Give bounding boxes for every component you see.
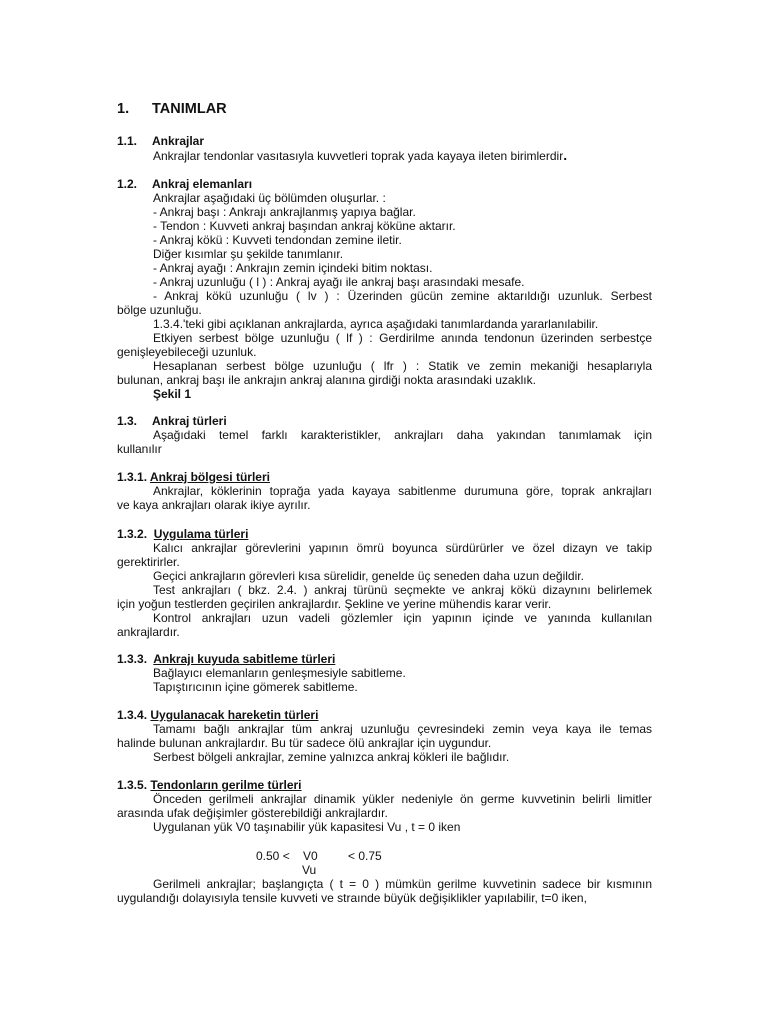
section-number: 1.2. — [117, 177, 138, 191]
section-1-3-2 — [117, 527, 652, 639]
paragraph-line: Diğer kısımlar şu şekilde tanımlanır. — [153, 247, 344, 261]
paragraph-line: bölge uzunluğu. — [117, 303, 202, 317]
section-title: Ankraj elemanları — [152, 177, 253, 191]
paragraph-line: Tamamı bağlı ankrajlar tüm ankraj uzunluğu çevresindeki zemin veya kaya ile temas — [153, 722, 652, 736]
paragraph-line: Kontrol ankrajları uzun vadeli gözlemler için yapının içinde ve yanında kullanılan — [153, 611, 652, 625]
paragraph-line: gerektirirler. — [117, 555, 180, 569]
section-title: Ankraj türleri — [152, 414, 227, 428]
paragraph-line: ankrajlardır. — [117, 625, 180, 639]
paragraph-line: Uygulanan yük V0 taşınabilir yük kapasitesi Vu , t = 0 iken — [153, 820, 461, 834]
paragraph-line: uygulandığı dolayısıyla tensile kuvveti ve straınde büyük değişiklikler yapılabilir, t=0 iken, — [117, 891, 587, 905]
section-title: Uygulanacak hareketin türleri — [150, 708, 319, 722]
section-1-3 — [117, 414, 652, 456]
formula-numerator: V0 — [303, 849, 318, 863]
section-heading — [117, 778, 652, 792]
section-title: Tendonların gerilme türleri — [150, 778, 302, 792]
figure-caption: Şekil 1 — [153, 387, 192, 401]
section-number: 1.3.1. — [117, 470, 148, 484]
section-title: Ankrajlar — [152, 134, 205, 148]
paragraph-line: Geçici ankrajların görevleri kısa sürelidir, genelde üç seneden daha uzun değildir. — [153, 569, 584, 583]
paragraph-line: Aşağıdaki temel farklı karakteristikler, ankrajları daha yakından tanımlamak için — [153, 428, 652, 442]
paragraph-line: için yoğun testlerden geçirilen ankrajlardır. Şekline ve yerine mühendis karar verir. — [117, 597, 552, 611]
paragraph-line: halinde bulunan ankrajlardır. Bu tür sadece ölü ankrajlar için uygundur. — [117, 736, 492, 750]
formula — [256, 849, 456, 877]
list-item: - Ankraj kökü : Kuvveti tendondan zemine iletir. — [153, 233, 402, 247]
title-number: 1. — [117, 101, 130, 117]
section-title: Ankrajı kuyuda sabitleme türleri — [153, 652, 336, 666]
section-heading — [117, 177, 652, 191]
formula-rhs: < 0.75 — [348, 849, 382, 863]
section-1-3-4 — [117, 708, 652, 764]
paragraph — [117, 148, 652, 163]
section-number: 1.3.5. — [117, 778, 148, 792]
paragraph-line: ve kaya ankrajları olarak ikiye ayrılır. — [117, 498, 311, 512]
paragraph-line: kullanılır — [117, 442, 162, 456]
paragraph-line: Hesaplanan serbest bölge uzunluğu ( lfr ) : Statik ve zemin mekaniği hesaplarıyla — [153, 359, 652, 373]
section-heading — [117, 134, 652, 148]
formula-denominator: Vu — [302, 863, 317, 877]
section-1-3-5-continued — [117, 877, 652, 905]
section-1-3-3 — [117, 652, 652, 694]
section-title: Uygulama türleri — [153, 527, 249, 541]
list-item: - Ankraj kökü uzunluğu ( lv ) : Üzerinden gücün zemine aktarıldığı uzunluk. Serbest — [153, 289, 652, 303]
paragraph-line: Önceden gerilmeli ankrajlar dinamik yükler nedeniyle ön germe kuvvetinin belirli limitler — [153, 792, 652, 806]
section-heading — [117, 470, 652, 484]
section-title: Ankraj bölgesi türleri — [149, 470, 270, 484]
paragraph-line: arasında ufak değişimler gösterebildiği ankrajlardır. — [117, 806, 388, 820]
list-item: - Ankraj uzunluğu ( l ) : Ankraj ayağı ile ankraj başı arasındaki mesafe. — [153, 275, 525, 289]
paragraph-line: 1.3.4.'teki gibi açıklanan ankrajlarda, ayrıca aşağıdaki tanımlardanda yararlanılabilir. — [153, 317, 599, 331]
paragraph-line: Bağlayıcı elemanların genleşmesiyle sabitleme. — [153, 666, 406, 680]
formula-lhs: 0.50 < — [256, 849, 290, 863]
paragraph-line: Ankrajlar, köklerinin toprağa yada kayaya sabitlenme durumuna göre, toprak ankrajları — [153, 484, 652, 498]
paragraph-line: Test ankrajları ( bkz. 2.4. ) ankraj türünü seçmekte ve ankraj kökü dizaynını belirlemek — [153, 583, 652, 597]
section-1-3-5 — [117, 778, 652, 834]
paragraph-line: Kalıcı ankrajlar görevlerini yapının ömrü boyunca sürdürürler ve özel dizayn ve takip — [153, 541, 652, 555]
section-1-2 — [117, 177, 652, 401]
list-item: - Tendon : Kuvveti ankraj başından ankraj köküne aktarır. — [153, 219, 456, 233]
section-number: 1.3. — [117, 414, 138, 428]
section-number: 1.3.3. — [117, 652, 148, 666]
paragraph-line: Tapıştırıcının içine gömerek sabitleme. — [153, 680, 358, 694]
paragraph-line: Gerilmeli ankrajlar; başlangıçta ( t = 0 ) mümkün gerilme kuvvetinin sadece bir kısmının — [153, 877, 652, 891]
section-number: 1.1. — [117, 134, 138, 148]
paragraph-line: Serbest bölgeli ankrajlar, zemine yalnızca ankraj kökleri ile bağlıdır. — [153, 750, 510, 764]
section-1-3-1 — [117, 470, 652, 512]
title-text: TANIMLAR — [152, 101, 227, 117]
paragraph-line: bulunan, ankraj başı ile ankrajın ankraj alanına girdiği nokta arasındaki uzaklık. — [117, 373, 536, 387]
paragraph-line: Ankrajlar aşağıdaki üç bölümden oluşurlar. : — [153, 191, 386, 205]
section-heading — [117, 527, 652, 541]
text-run: Ankrajlar tendonlar vasıtasıyla kuvvetleri toprak yada kayaya ileten birimlerdir — [153, 149, 564, 163]
section-heading — [117, 414, 652, 428]
paragraph-line: genişleyebileceği uzunluk. — [117, 345, 257, 359]
list-item: - Ankraj başı : Ankrajı ankrajlanmış yapıya bağlar. — [153, 205, 416, 219]
section-number: 1.3.2. — [117, 527, 148, 541]
section-heading — [117, 708, 652, 722]
list-item: - Ankraj ayağı : Ankrajın zemin içindeki bitim noktası. — [153, 261, 433, 275]
paragraph-line: Etkiyen serbest bölge uzunluğu ( lf ) : Gerdirilme anında tendonun üzerinden serbestçe — [153, 331, 652, 345]
text-run: . — [563, 147, 568, 163]
page-title — [117, 101, 652, 118]
section-1-1 — [117, 134, 652, 163]
section-heading — [117, 652, 652, 666]
section-number: 1.3.4. — [117, 708, 148, 722]
